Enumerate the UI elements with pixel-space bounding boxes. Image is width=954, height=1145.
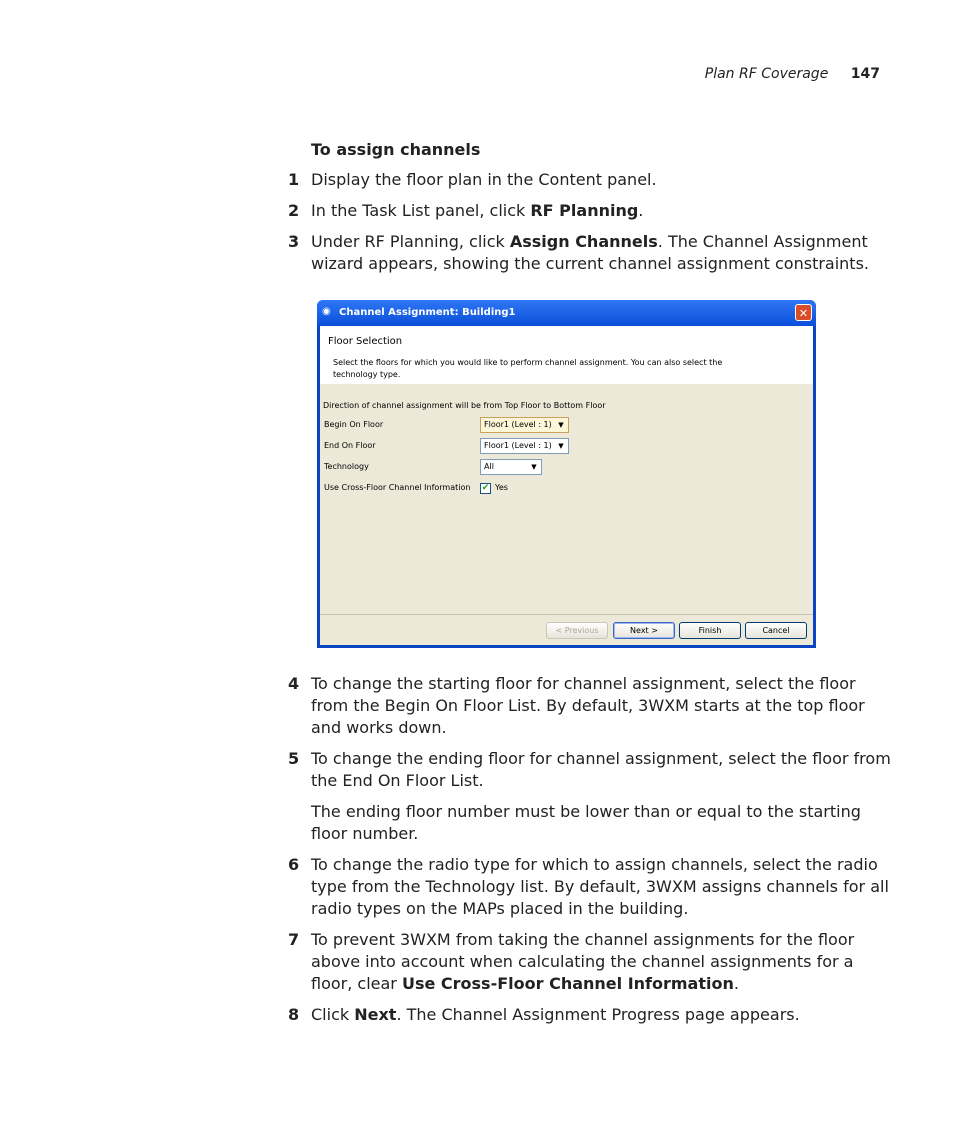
cancel-button[interactable]: Cancel — [745, 622, 807, 639]
page-number: 147 — [850, 66, 880, 82]
banner-title: Floor Selection — [328, 336, 403, 347]
cross-floor-checkbox[interactable]: ✔ — [481, 483, 490, 493]
step-text-end: . — [733, 974, 739, 993]
step-4 — [288, 673, 891, 739]
step-text-end: . — [638, 201, 644, 220]
step-number: 1 — [288, 170, 300, 189]
step-text: Under RF Planning, click — [311, 232, 510, 251]
channel-assignment-dialog — [317, 300, 816, 648]
step-number: 6 — [288, 855, 300, 874]
cross-floor-label: Use Cross-Floor Channel Information — [324, 483, 471, 492]
step-2 — [288, 200, 891, 222]
next-button[interactable]: Next > — [613, 622, 675, 639]
dialog-titlebar[interactable] — [317, 300, 816, 326]
dialog-body — [320, 326, 813, 645]
step-bold-text: Use Cross-Floor Channel Information — [401, 974, 734, 993]
app-icon: ◉ — [322, 306, 331, 317]
step-number: 3 — [288, 232, 300, 251]
technology-label: Technology — [324, 462, 369, 471]
step-text: To prevent 3WXM from taking the channel assignments for the floor above into account when calculating the channel assignments for a floor, clear — [311, 930, 855, 993]
begin-floor-value: Floor1 (Level : 1) — [484, 420, 552, 429]
step-7 — [288, 929, 891, 995]
chevron-down-icon[interactable]: ▼ — [558, 442, 564, 450]
step-number: 8 — [288, 1005, 300, 1024]
finish-button[interactable]: Finish — [679, 622, 741, 639]
step-1 — [288, 169, 891, 191]
step-text-end: . The Channel Assignment wizard appears, showing the current channel assignment constraints. — [311, 232, 869, 273]
wizard-banner — [320, 326, 813, 384]
step-bold-text: Assign Channels — [509, 232, 658, 251]
step-number: 7 — [288, 930, 300, 949]
section-title: Plan RF Coverage — [704, 66, 829, 82]
end-floor-label: End On Floor — [324, 441, 376, 450]
end-floor-select[interactable] — [480, 438, 569, 454]
technology-value: All — [484, 462, 494, 471]
step-text: Click — [311, 1005, 355, 1024]
technology-select[interactable] — [480, 459, 542, 475]
cross-floor-checkbox-label: Yes — [495, 483, 508, 492]
step-5 — [288, 748, 891, 792]
direction-text: Direction of channel assignment will be from Top Floor to Bottom Floor — [323, 401, 606, 410]
step-8 — [288, 1004, 891, 1026]
step-text: Display the floor plan in the Content panel. — [311, 170, 657, 189]
step-5-note: The ending floor number must be lower than or equal to the starting floor number. — [311, 802, 861, 843]
step-text: To change the radio type for which to assign channels, select the radio type from the Technology list. By default, 3WXM assigns channels for all radio types on the MAPs placed in the building. — [311, 855, 889, 918]
step-text: To change the ending floor for channel assignment, select the floor from the End On Floor List. — [311, 749, 891, 790]
step-text: In the Task List panel, click — [311, 201, 531, 220]
step-bold-text: RF Planning — [530, 201, 639, 220]
step-6 — [288, 854, 891, 920]
procedure-heading: To assign channels — [311, 140, 481, 159]
step-number: 5 — [288, 749, 300, 768]
step-bold-text: Next — [354, 1005, 397, 1024]
previous-button[interactable]: < Previous — [546, 622, 608, 639]
step-text: To change the starting floor for channel assignment, select the floor from the Begin On Floor List. By default, 3WXM starts at the top floor and works down. — [311, 674, 865, 737]
dialog-title: Channel Assignment: Building1 — [339, 307, 516, 318]
chevron-down-icon[interactable]: ▼ — [558, 421, 564, 429]
end-floor-value: Floor1 (Level : 1) — [484, 441, 552, 450]
running-header — [705, 66, 880, 82]
step-number: 2 — [288, 201, 300, 220]
step-3 — [288, 231, 891, 275]
close-icon[interactable]: ✕ — [795, 304, 812, 321]
banner-description: Select the floors for which you would like to perform channel assignment. You can also select the technology type. — [333, 358, 723, 379]
button-separator — [320, 614, 813, 615]
begin-floor-select[interactable] — [480, 417, 569, 433]
step-number: 4 — [288, 674, 300, 693]
chevron-down-icon[interactable]: ▼ — [531, 463, 537, 471]
step-text-end: . The Channel Assignment Progress page appears. — [396, 1005, 800, 1024]
begin-floor-label: Begin On Floor — [324, 420, 384, 429]
